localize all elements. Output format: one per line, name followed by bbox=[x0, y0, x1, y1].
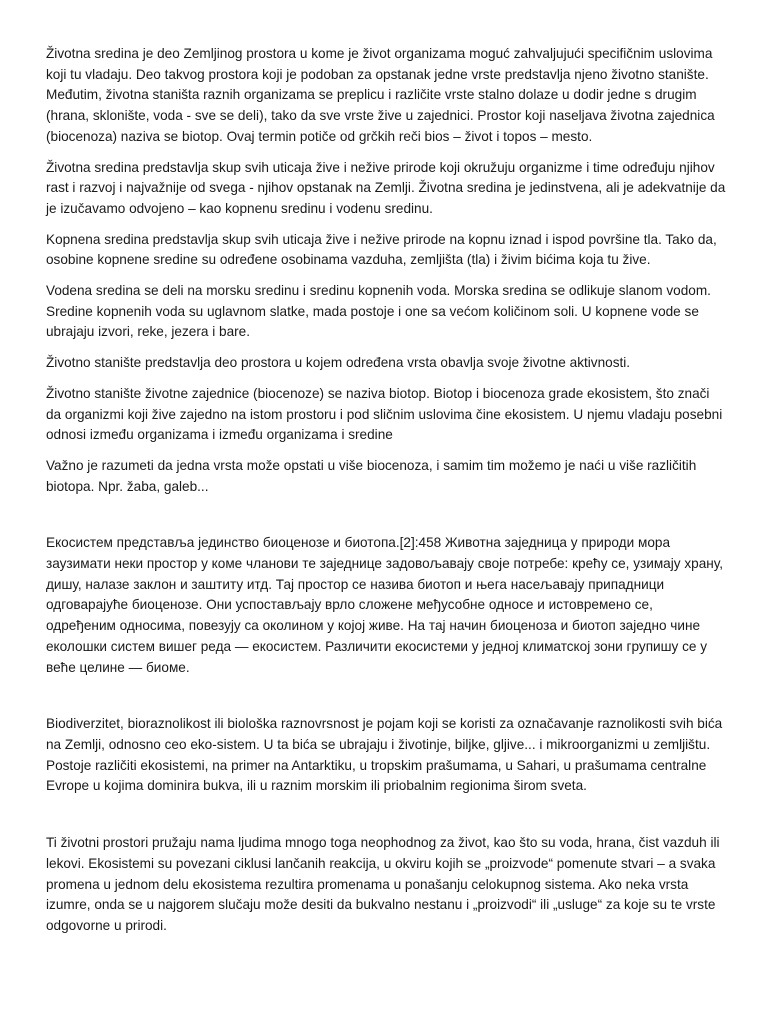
paragraph-spacer bbox=[46, 446, 726, 456]
paragraph-spacer bbox=[46, 497, 726, 533]
paragraph-spacer bbox=[46, 797, 726, 833]
document-body bbox=[46, 44, 726, 937]
paragraph-spacer bbox=[46, 271, 726, 281]
paragraph-ekosistem-cyrillic: Екосистем представља јединство биоценозе и биотопа.[2]:458 Животна заједница у природи мора заузимати неки простор у коме чланови те заједнице задовољавају своје потребе: крећу се, узимају храну, дишу, налазе заклон и заштиту итд. Тај простор се назива биотоп и њега насељавају припадници одговарајуће биоценозе. Они успостављају врло сложене међусобне односе и истовремено се, одређеним односима, повезују са околином у којој живе. На тај начин биоценоза и биотоп заједно чине еколошки систем вишег реда — екосистем. Различити екосистеми у једној климатској зони групишу се у веће целине — биоме. bbox=[46, 535, 723, 675]
paragraph-vodena-sredina: Vodena sredina se deli na morsku sredinu i sredinu kopnenih voda. Morska sredina se odlikuje slanom vodom. Sredine kopnenih voda su uglavnom slatke, mada postoje i one sa većom količinom soli. U kopnene vode se ubrajaju izvori, reke, jezera i bare. bbox=[46, 283, 711, 340]
paragraph-zivotno-staniste: Životno stanište predstavlja deo prostora u kojem određena vrsta obavlja svoje životne aktivnosti. bbox=[46, 355, 631, 371]
paragraph-zivotna-sredina-uticaji: Životna sredina predstavlja skup svih uticaja žive i nežive prirode koji okružuju organizme i time određuju njihov rast i razvoj i najvažnije od svega - njihov opstanak na Zemlji. Životna sredina je jedinstvena, ali je adekvatnije da je izučavamo odvojeno – kao kopnenu sredinu i vodenu sredinu. bbox=[46, 159, 726, 216]
paragraph-zivotni-prostori: Ti životni prostori pružaju nama ljudima mnogo toga neophodnog za život, kao što su voda, hrana, čist vazduh ili lekovi. Ekosistemi su povezani ciklusi lančanih reakcija, u okviru kojih se „proizvode“ pomenute stvari – a svaka promena u jednom delu ekosistema rezultira promenama u ponašanju celokupnog sistema. Ako neka vrsta izumre, onda se u najgorem slučaju može desiti da bukvalno nestanu i „proizvodi“ ili „usluge“ za koje su te vrste odgovorne u prirodi. bbox=[46, 835, 720, 933]
paragraph-spacer bbox=[46, 220, 726, 230]
paragraph-biotop-ekosistem: Životno stanište životne zajednice (biocenoze) se naziva biotop. Biotop i biocenoza grade ekosistem, što znači da organizmi koji žive zajedno na istom prostoru i pod sličnim uslovima čine ekosistem. U njemu vladaju posebni odnosi između organizama i između organizama i sredine bbox=[46, 385, 723, 443]
paragraph-spacer bbox=[46, 343, 726, 353]
paragraph-spacer bbox=[46, 374, 726, 384]
paragraph-biodiverzitet: Biodiverzitet, bioraznolikost ili biološka raznovrsnost je pojam koji se koristi za označavanje raznolikosti svih bića na Zemlji, odnosno ceo eko-sistem. U ta bića se ubrajaju i životinje, biljke, gljive... i mikroorganizmi u zemljištu. Postoje različiti ekosistemi, na primer na Antarktiku, u tropskim prašumama, u Sahari, u prašumama centralne Evrope u kojima dominira bukva, ili u raznim morskim ili priobalnim regionima širom sveta. bbox=[46, 716, 723, 794]
paragraph-vise-biocenoza: Važno je razumeti da jedna vrsta može opstati u više biocenoza, i samim tim možemo je naći u više različitih biotopa. Npr. žaba, galeb... bbox=[46, 457, 697, 494]
paragraph-spacer bbox=[46, 678, 726, 714]
paragraph-spacer bbox=[46, 148, 726, 158]
paragraph-zivotna-sredina-definicija: Životna sredina je deo Zemljinog prostora u kome je život organizama moguć zahvaljujući specifičnim uslovima koji tu vladaju. Deo takvog prostora koji je podoban za opstanak jedne vrste predstavlja njeno životno stanište. Međutim, životna staništa raznih organizama se preplicu i različite vrste stalno dolaze u dodir jedne s drugim (hrana, sklonište, voda - sve se deli), tako da sve vrste žive u zajednici. Prostor koji naseljava životna zajednica (biocenoza) naziva se biotop. Ovaj termin potiče od grčkih reči bios – život i topos – mesto. bbox=[46, 46, 715, 144]
paragraph-kopnena-sredina: Kopnena sredina predstavlja skup svih uticaja žive i nežive prirode na kopnu iznad i ispod površine tla. Tako da, osobine kopnene sredine su određene osobinama vazduha, zemljišta (tla) i živim bićima koja tu žive. bbox=[46, 231, 717, 268]
